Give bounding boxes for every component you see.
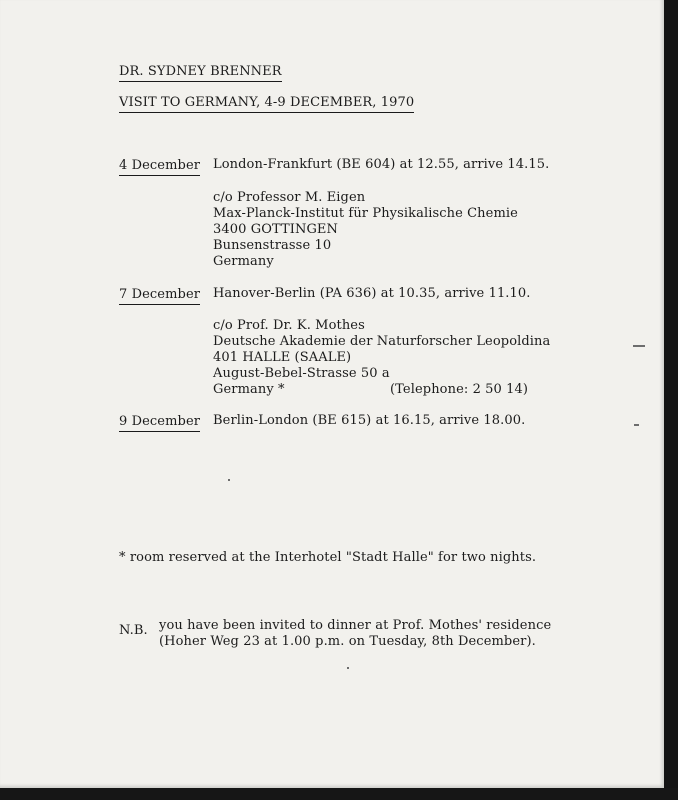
address-line: Bunsenstrasse 10 [213,238,332,253]
itinerary-date-2: 7 December [119,287,200,305]
address-line: August-Bebel-Strasse 50 a [213,366,390,381]
itinerary-travel-3: Berlin-London (BE 615) at 16.15, arrive 18.00. [213,413,526,428]
scan-border-bottom [0,788,678,800]
footnote: * room reserved at the Interhotel "Stadt Halle" for two nights. [119,550,537,565]
header-visit: VISIT TO GERMANY, 4-9 DECEMBER, 1970 [119,95,414,113]
address-line: Germany * [213,382,285,397]
address-line: c/o Prof. Dr. K. Mothes [213,318,365,333]
nb-line: (Hoher Weg 23 at 1.00 p.m. on Tuesday, 8th December). [159,634,536,649]
address-line: Germany [213,254,274,269]
address-line: Max-Planck-Institut für Physikalische Chemie [213,206,518,221]
address-line: 3400 GOTTINGEN [213,222,339,237]
telephone: (Telephone: 2 50 14) [390,382,529,397]
scan-mark [228,479,230,481]
address-line: Deutsche Akademie der Naturforscher Leopoldina [213,334,551,349]
address-line: 401 HALLE (SAALE) [213,350,352,365]
itinerary-date-1: 4 December [119,158,200,176]
scan-mark [633,345,645,347]
itinerary-date-3: 9 December [119,414,200,432]
nb-label: N.B. [119,623,148,638]
itinerary-travel-2: Hanover-Berlin (PA 636) at 10.35, arrive 11.10. [213,286,531,301]
address-line: c/o Professor M. Eigen [213,190,366,205]
scan-mark [634,424,639,426]
nb-line: you have been invited to dinner at Prof. Mothes' residence [159,618,552,633]
header-name: DR. SYDNEY BRENNER [119,64,282,82]
itinerary-travel-1: London-Frankfurt (BE 604) at 12.55, arrive 14.15. [213,157,550,172]
scan-border-right [663,0,678,800]
scan-mark [347,667,349,669]
